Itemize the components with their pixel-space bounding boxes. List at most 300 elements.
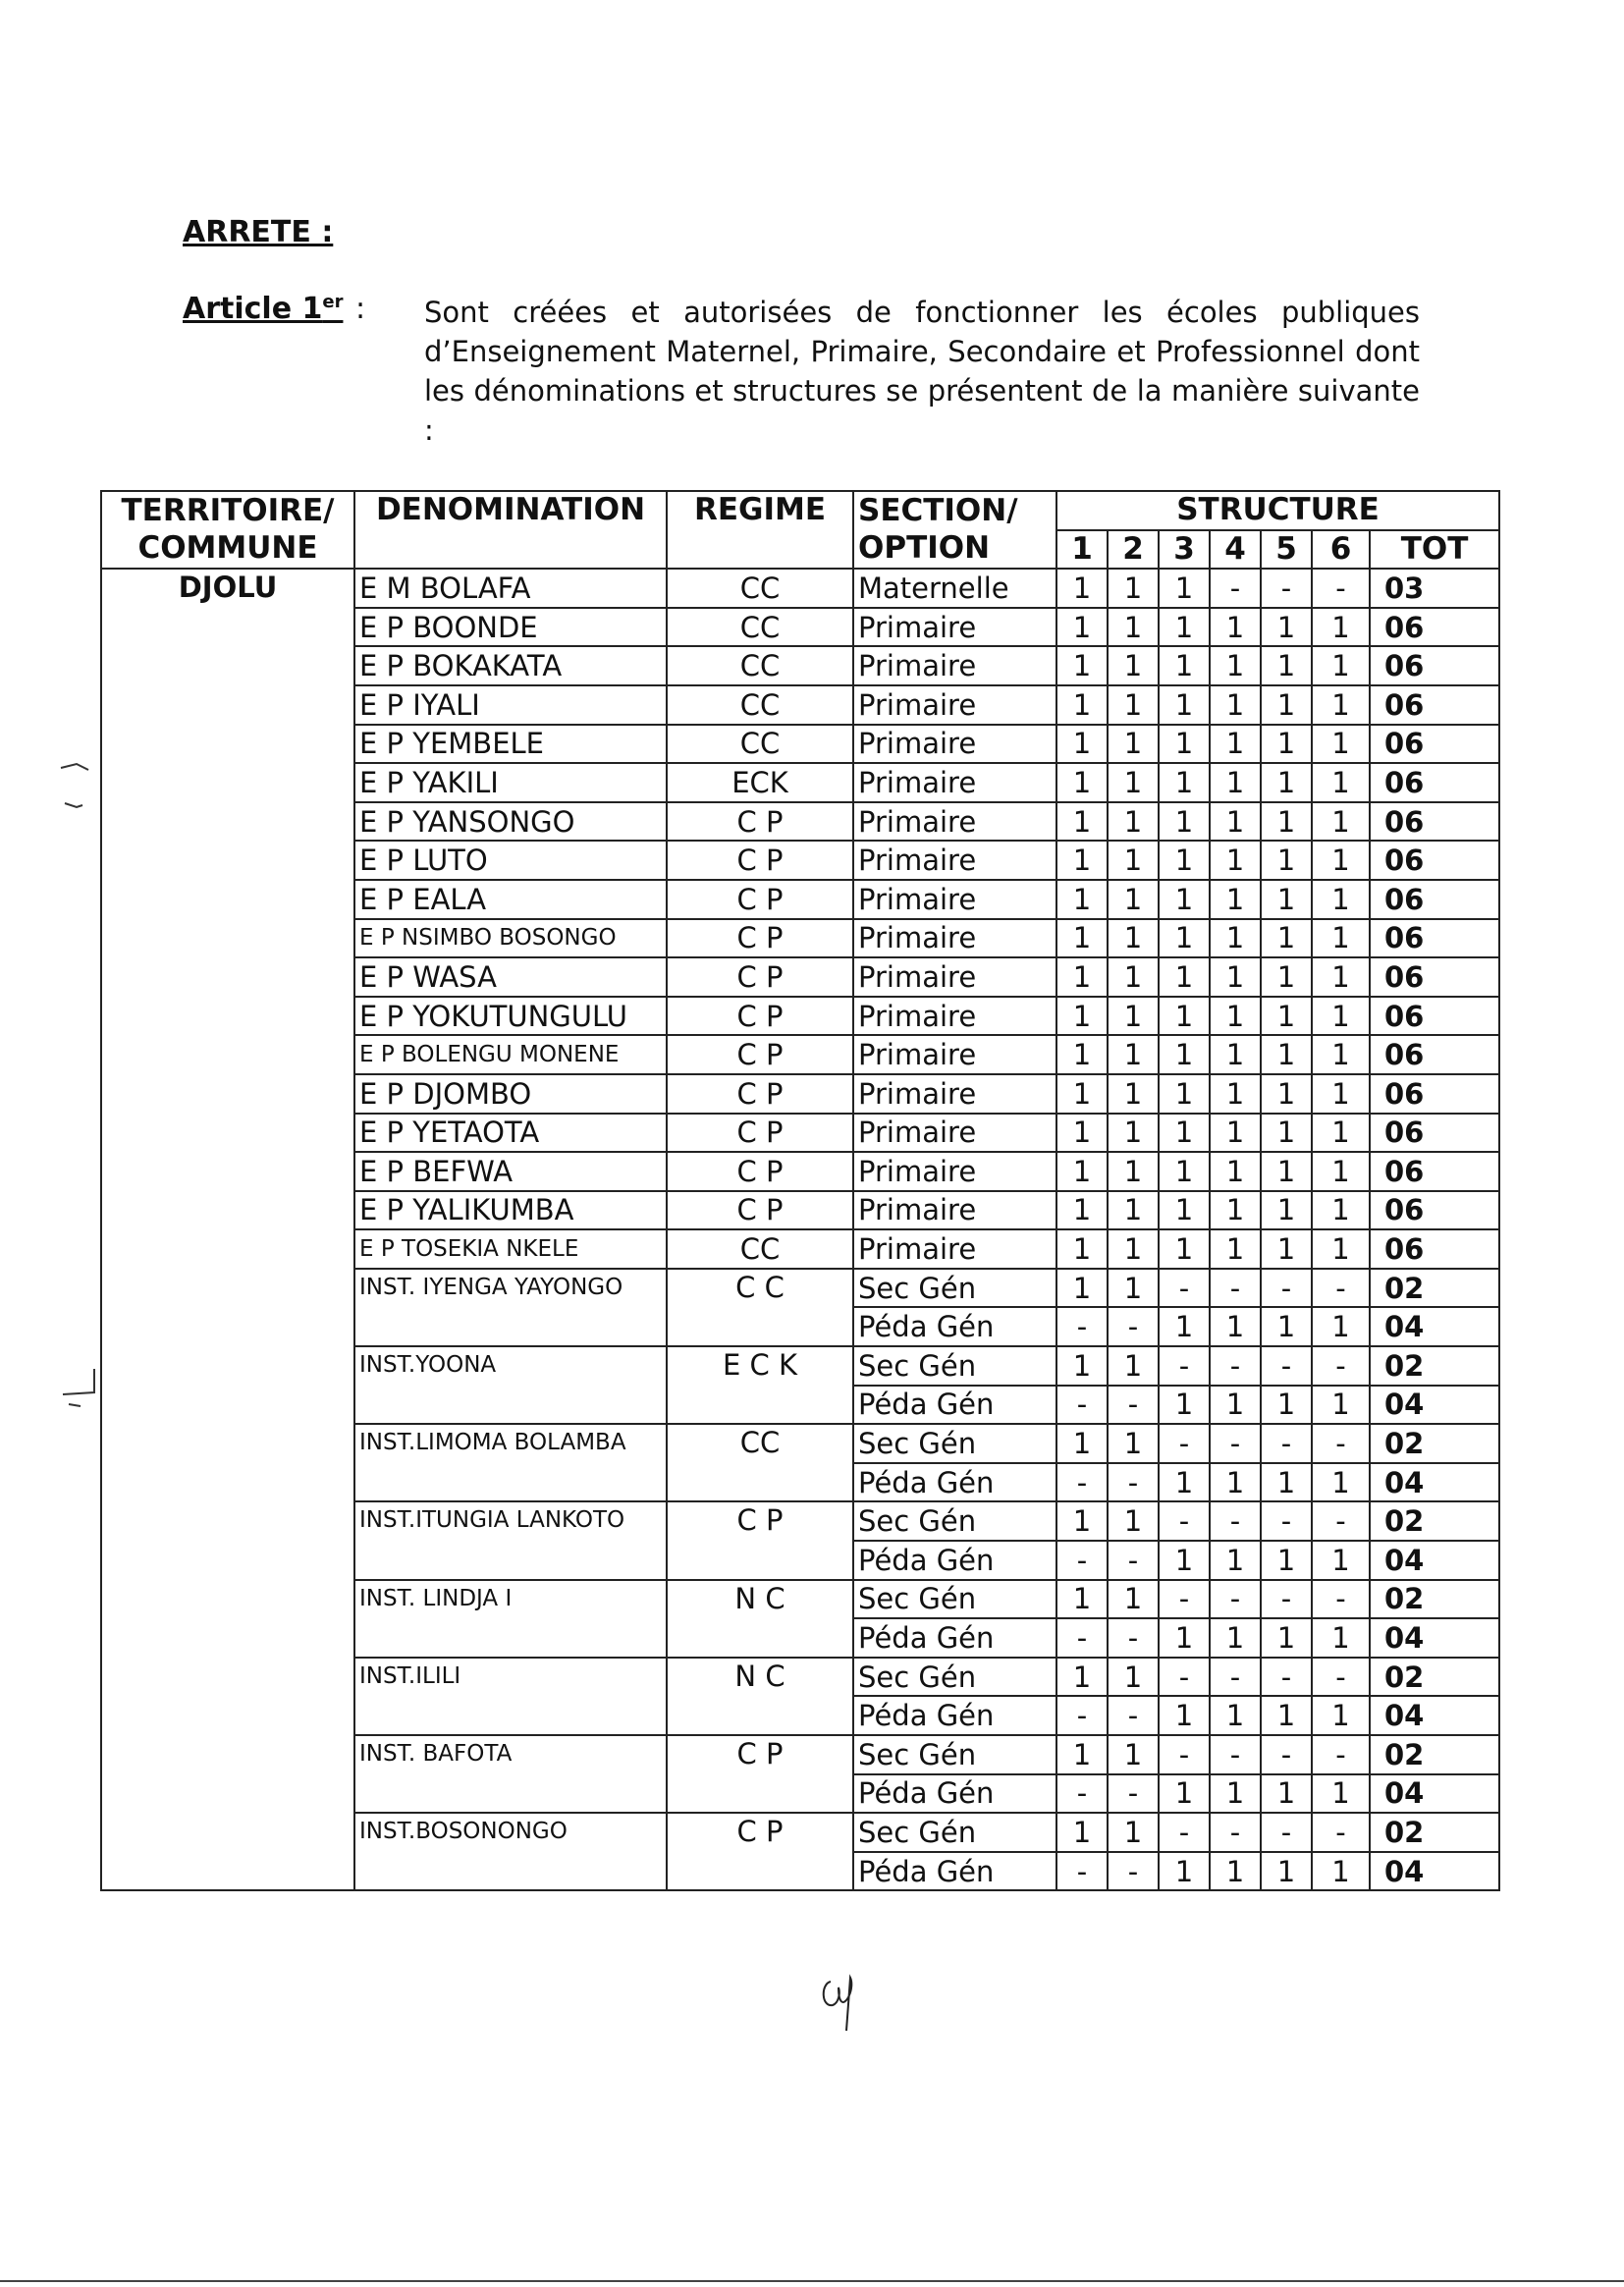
structure-cell-6: 1 bbox=[1312, 1191, 1370, 1230]
structure-cell-3: - bbox=[1159, 1501, 1210, 1541]
structure-cell-2: 1 bbox=[1108, 802, 1159, 842]
structure-cell-4: 1 bbox=[1210, 1463, 1261, 1502]
header-col-2: 2 bbox=[1108, 530, 1159, 570]
structure-cell-2: 1 bbox=[1108, 1501, 1159, 1541]
structure-cell-2: 1 bbox=[1108, 1152, 1159, 1191]
structure-cell-4: - bbox=[1210, 1813, 1261, 1852]
section-cell: Primaire bbox=[853, 763, 1056, 802]
structure-cell-5: 1 bbox=[1261, 957, 1312, 997]
structure-cell-5: 1 bbox=[1261, 1152, 1312, 1191]
structure-cell-3: - bbox=[1159, 1269, 1210, 1308]
structure-total: 06 bbox=[1370, 802, 1499, 842]
regime-cell: CC bbox=[667, 569, 853, 608]
section-cell: Péda Gén bbox=[853, 1307, 1056, 1346]
structure-cell-4: 1 bbox=[1210, 1852, 1261, 1891]
structure-cell-3: 1 bbox=[1159, 957, 1210, 997]
structure-cell-5: 1 bbox=[1261, 1852, 1312, 1891]
structure-cell-5: 1 bbox=[1261, 1035, 1312, 1074]
structure-total: 02 bbox=[1370, 1580, 1499, 1619]
structure-cell-6: - bbox=[1312, 1580, 1370, 1619]
section-cell: Sec Gén bbox=[853, 1501, 1056, 1541]
section-cell: Primaire bbox=[853, 841, 1056, 880]
regime-cell: C P bbox=[667, 880, 853, 919]
denomination-cell: E P YALIKUMBA bbox=[354, 1191, 667, 1230]
structure-cell-6: 1 bbox=[1312, 1541, 1370, 1580]
structure-cell-1: - bbox=[1056, 1307, 1108, 1346]
denomination-cell: E P BOLENGU MONENE bbox=[354, 1035, 667, 1074]
structure-total: 06 bbox=[1370, 919, 1499, 958]
structure-cell-2: - bbox=[1108, 1386, 1159, 1425]
structure-cell-5: 1 bbox=[1261, 1618, 1312, 1658]
regime-cell: C P bbox=[667, 1735, 853, 1813]
structure-cell-6: - bbox=[1312, 1813, 1370, 1852]
structure-cell-3: - bbox=[1159, 1735, 1210, 1774]
structure-cell-1: 1 bbox=[1056, 1501, 1108, 1541]
structure-cell-4: 1 bbox=[1210, 802, 1261, 842]
structure-cell-1: 1 bbox=[1056, 725, 1108, 764]
structure-cell-2: - bbox=[1108, 1774, 1159, 1814]
header-col-4: 4 bbox=[1210, 530, 1261, 570]
structure-cell-6: 1 bbox=[1312, 1152, 1370, 1191]
structure-cell-2: 1 bbox=[1108, 569, 1159, 608]
structure-cell-6: 1 bbox=[1312, 646, 1370, 685]
regime-cell: C P bbox=[667, 1114, 853, 1153]
section-cell: Péda Gén bbox=[853, 1696, 1056, 1735]
section-cell: Maternelle bbox=[853, 569, 1056, 608]
structure-cell-1: - bbox=[1056, 1696, 1108, 1735]
structure-cell-1: 1 bbox=[1056, 1229, 1108, 1269]
structure-cell-1: 1 bbox=[1056, 1152, 1108, 1191]
section-cell: Sec Gén bbox=[853, 1658, 1056, 1697]
structure-cell-6: 1 bbox=[1312, 725, 1370, 764]
structure-cell-3: 1 bbox=[1159, 919, 1210, 958]
structure-cell-5: 1 bbox=[1261, 1307, 1312, 1346]
section-cell: Sec Gén bbox=[853, 1735, 1056, 1774]
denomination-cell: E P BOONDE bbox=[354, 608, 667, 647]
structure-cell-1: 1 bbox=[1056, 608, 1108, 647]
structure-cell-2: 1 bbox=[1108, 685, 1159, 725]
structure-cell-3: - bbox=[1159, 1813, 1210, 1852]
structure-cell-5: 1 bbox=[1261, 1774, 1312, 1814]
structure-cell-6: 1 bbox=[1312, 1035, 1370, 1074]
structure-cell-2: 1 bbox=[1108, 1269, 1159, 1308]
section-cell: Primaire bbox=[853, 685, 1056, 725]
structure-cell-3: 1 bbox=[1159, 1229, 1210, 1269]
denomination-cell: E P WASA bbox=[354, 957, 667, 997]
structure-cell-2: 1 bbox=[1108, 608, 1159, 647]
structure-total: 02 bbox=[1370, 1813, 1499, 1852]
structure-cell-3: 1 bbox=[1159, 1035, 1210, 1074]
structure-cell-6: 1 bbox=[1312, 1618, 1370, 1658]
section-cell: Péda Gén bbox=[853, 1386, 1056, 1425]
structure-cell-2: 1 bbox=[1108, 1658, 1159, 1697]
header-col-1: 1 bbox=[1056, 530, 1108, 570]
structure-cell-1: - bbox=[1056, 1774, 1108, 1814]
structure-cell-1: 1 bbox=[1056, 569, 1108, 608]
structure-cell-5: 1 bbox=[1261, 841, 1312, 880]
section-cell: Sec Gén bbox=[853, 1346, 1056, 1386]
regime-cell: CC bbox=[667, 646, 853, 685]
structure-cell-3: 1 bbox=[1159, 841, 1210, 880]
structure-cell-4: - bbox=[1210, 569, 1261, 608]
structure-cell-3: 1 bbox=[1159, 1191, 1210, 1230]
section-cell: Primaire bbox=[853, 1229, 1056, 1269]
section-cell: Primaire bbox=[853, 1114, 1056, 1153]
header-territoire: TERRITOIRE/ COMMUNE bbox=[101, 491, 354, 569]
structure-cell-4: 1 bbox=[1210, 685, 1261, 725]
structure-cell-5: 1 bbox=[1261, 1463, 1312, 1502]
structure-cell-3: 1 bbox=[1159, 1774, 1210, 1814]
structure-cell-4: - bbox=[1210, 1501, 1261, 1541]
header-section-option: SECTION/ OPTION bbox=[853, 491, 1056, 569]
structure-cell-5: 1 bbox=[1261, 802, 1312, 842]
regime-cell: CC bbox=[667, 725, 853, 764]
structure-total: 04 bbox=[1370, 1618, 1499, 1658]
structure-cell-4: - bbox=[1210, 1424, 1261, 1463]
structure-cell-6: 1 bbox=[1312, 1386, 1370, 1425]
article-label bbox=[183, 292, 343, 326]
structure-cell-5: - bbox=[1261, 1346, 1312, 1386]
structure-cell-3: 1 bbox=[1159, 646, 1210, 685]
structure-cell-2: 1 bbox=[1108, 1035, 1159, 1074]
structure-cell-2: 1 bbox=[1108, 1424, 1159, 1463]
structure-cell-5: - bbox=[1261, 1501, 1312, 1541]
structure-cell-1: 1 bbox=[1056, 957, 1108, 997]
structure-cell-2: 1 bbox=[1108, 763, 1159, 802]
structure-cell-5: 1 bbox=[1261, 1696, 1312, 1735]
structure-cell-6: 1 bbox=[1312, 841, 1370, 880]
section-cell: Sec Gén bbox=[853, 1424, 1056, 1463]
structure-total: 04 bbox=[1370, 1852, 1499, 1891]
section-cell: Péda Gén bbox=[853, 1852, 1056, 1891]
structure-cell-3: 1 bbox=[1159, 1696, 1210, 1735]
structure-cell-2: 1 bbox=[1108, 1191, 1159, 1230]
structure-cell-4: 1 bbox=[1210, 1229, 1261, 1269]
structure-cell-6: - bbox=[1312, 569, 1370, 608]
structure-cell-2: - bbox=[1108, 1852, 1159, 1891]
structure-cell-3: 1 bbox=[1159, 997, 1210, 1036]
section-cell: Primaire bbox=[853, 919, 1056, 958]
structure-cell-2: 1 bbox=[1108, 1346, 1159, 1386]
regime-cell: N C bbox=[667, 1580, 853, 1658]
structure-cell-6: 1 bbox=[1312, 763, 1370, 802]
structure-cell-5: - bbox=[1261, 1735, 1312, 1774]
structure-cell-2: 1 bbox=[1108, 919, 1159, 958]
structure-cell-4: - bbox=[1210, 1346, 1261, 1386]
regime-cell: C P bbox=[667, 997, 853, 1036]
regime-cell: C P bbox=[667, 802, 853, 842]
structure-total: 06 bbox=[1370, 1191, 1499, 1230]
structure-cell-2: 1 bbox=[1108, 1735, 1159, 1774]
regime-cell: C P bbox=[667, 919, 853, 958]
denomination-cell: INST. BAFOTA bbox=[354, 1735, 667, 1813]
structure-cell-3: 1 bbox=[1159, 1852, 1210, 1891]
structure-total: 06 bbox=[1370, 880, 1499, 919]
structure-cell-5: 1 bbox=[1261, 646, 1312, 685]
structure-total: 06 bbox=[1370, 1074, 1499, 1114]
section-cell: Sec Gén bbox=[853, 1269, 1056, 1308]
structure-cell-6: 1 bbox=[1312, 1229, 1370, 1269]
structure-cell-4: 1 bbox=[1210, 1774, 1261, 1814]
structure-cell-6: - bbox=[1312, 1424, 1370, 1463]
structure-cell-6: - bbox=[1312, 1501, 1370, 1541]
structure-cell-3: 1 bbox=[1159, 569, 1210, 608]
structure-cell-1: 1 bbox=[1056, 1114, 1108, 1153]
structure-cell-4: 1 bbox=[1210, 841, 1261, 880]
bottom-rule bbox=[0, 2280, 1624, 2282]
denomination-cell: INST.ILILI bbox=[354, 1658, 667, 1735]
structure-cell-1: 1 bbox=[1056, 1424, 1108, 1463]
structure-total: 06 bbox=[1370, 685, 1499, 725]
structure-total: 02 bbox=[1370, 1346, 1499, 1386]
structure-cell-4: 1 bbox=[1210, 1541, 1261, 1580]
structure-cell-4: 1 bbox=[1210, 1618, 1261, 1658]
structure-cell-6: 1 bbox=[1312, 1074, 1370, 1114]
structure-cell-2: 1 bbox=[1108, 1114, 1159, 1153]
structure-cell-3: 1 bbox=[1159, 1152, 1210, 1191]
header-col-6: 6 bbox=[1312, 530, 1370, 570]
structure-cell-3: - bbox=[1159, 1346, 1210, 1386]
structure-cell-5: 1 bbox=[1261, 1074, 1312, 1114]
structure-total: 06 bbox=[1370, 763, 1499, 802]
denomination-cell: E P IYALI bbox=[354, 685, 667, 725]
table-body bbox=[101, 569, 1499, 1890]
structure-cell-2: - bbox=[1108, 1541, 1159, 1580]
section-cell: Primaire bbox=[853, 880, 1056, 919]
structure-total: 06 bbox=[1370, 1152, 1499, 1191]
regime-cell: C C bbox=[667, 1269, 853, 1346]
header-structure: STRUCTURE bbox=[1056, 491, 1499, 530]
structure-cell-4: 1 bbox=[1210, 1035, 1261, 1074]
section-cell: Sec Gén bbox=[853, 1580, 1056, 1619]
structure-cell-2: 1 bbox=[1108, 1813, 1159, 1852]
signature-mark bbox=[817, 1968, 866, 2037]
structure-cell-6: 1 bbox=[1312, 1463, 1370, 1502]
structure-cell-4: 1 bbox=[1210, 880, 1261, 919]
structure-cell-2: - bbox=[1108, 1463, 1159, 1502]
header-col-3: 3 bbox=[1159, 530, 1210, 570]
structure-cell-4: 1 bbox=[1210, 646, 1261, 685]
denomination-cell: E M BOLAFA bbox=[354, 569, 667, 608]
denomination-cell: INST.ITUNGIA LANKOTO bbox=[354, 1501, 667, 1579]
structure-cell-6: 1 bbox=[1312, 802, 1370, 842]
structure-cell-4: - bbox=[1210, 1580, 1261, 1619]
structure-cell-6: - bbox=[1312, 1658, 1370, 1697]
regime-cell: C P bbox=[667, 957, 853, 997]
structure-cell-3: 1 bbox=[1159, 1541, 1210, 1580]
structure-cell-6: 1 bbox=[1312, 1696, 1370, 1735]
structure-cell-6: 1 bbox=[1312, 880, 1370, 919]
section-cell: Sec Gén bbox=[853, 1813, 1056, 1852]
denomination-cell: E P NSIMBO BOSONGO bbox=[354, 919, 667, 958]
structure-total: 06 bbox=[1370, 841, 1499, 880]
structure-cell-4: 1 bbox=[1210, 1307, 1261, 1346]
structure-cell-6: 1 bbox=[1312, 957, 1370, 997]
denomination-cell: INST.YOONA bbox=[354, 1346, 667, 1424]
structure-total: 06 bbox=[1370, 997, 1499, 1036]
structure-total: 04 bbox=[1370, 1696, 1499, 1735]
structure-cell-4: - bbox=[1210, 1269, 1261, 1308]
structure-cell-2: 1 bbox=[1108, 841, 1159, 880]
structure-cell-1: 1 bbox=[1056, 841, 1108, 880]
structure-cell-4: 1 bbox=[1210, 1152, 1261, 1191]
section-cell: Primaire bbox=[853, 1074, 1056, 1114]
structure-total: 02 bbox=[1370, 1501, 1499, 1541]
structure-cell-3: 1 bbox=[1159, 1074, 1210, 1114]
structure-cell-1: - bbox=[1056, 1618, 1108, 1658]
structure-cell-4: - bbox=[1210, 1658, 1261, 1697]
regime-cell: ECK bbox=[667, 763, 853, 802]
structure-cell-5: - bbox=[1261, 1813, 1312, 1852]
structure-total: 02 bbox=[1370, 1269, 1499, 1308]
section-cell: Primaire bbox=[853, 802, 1056, 842]
structure-cell-3: - bbox=[1159, 1658, 1210, 1697]
structure-cell-2: 1 bbox=[1108, 880, 1159, 919]
header-col-tot: TOT bbox=[1370, 530, 1499, 570]
structure-cell-2: - bbox=[1108, 1618, 1159, 1658]
structure-cell-3: 1 bbox=[1159, 725, 1210, 764]
structure-cell-1: 1 bbox=[1056, 802, 1108, 842]
structure-total: 06 bbox=[1370, 725, 1499, 764]
structure-cell-6: 1 bbox=[1312, 608, 1370, 647]
structure-cell-1: - bbox=[1056, 1852, 1108, 1891]
structure-cell-4: 1 bbox=[1210, 608, 1261, 647]
regime-cell: C P bbox=[667, 841, 853, 880]
structure-total: 06 bbox=[1370, 1035, 1499, 1074]
structure-cell-5: 1 bbox=[1261, 763, 1312, 802]
structure-cell-3: 1 bbox=[1159, 1114, 1210, 1153]
table-row bbox=[101, 569, 1499, 608]
denomination-cell: INST.BOSONONGO bbox=[354, 1813, 667, 1890]
structure-cell-1: - bbox=[1056, 1463, 1108, 1502]
structure-cell-6: - bbox=[1312, 1346, 1370, 1386]
structure-cell-6: 1 bbox=[1312, 1307, 1370, 1346]
structure-cell-5: 1 bbox=[1261, 1229, 1312, 1269]
denomination-cell: INST. LINDJA I bbox=[354, 1580, 667, 1658]
structure-cell-6: 1 bbox=[1312, 1114, 1370, 1153]
structure-cell-5: 1 bbox=[1261, 997, 1312, 1036]
structure-cell-5: 1 bbox=[1261, 880, 1312, 919]
header-regime: REGIME bbox=[667, 491, 853, 569]
structure-cell-5: 1 bbox=[1261, 1191, 1312, 1230]
structure-cell-3: 1 bbox=[1159, 1307, 1210, 1346]
section-cell: Primaire bbox=[853, 725, 1056, 764]
structure-cell-4: 1 bbox=[1210, 997, 1261, 1036]
denomination-cell: E P TOSEKIA NKELE bbox=[354, 1229, 667, 1269]
structure-total: 06 bbox=[1370, 1229, 1499, 1269]
structure-total: 02 bbox=[1370, 1735, 1499, 1774]
structure-cell-5: 1 bbox=[1261, 608, 1312, 647]
structure-total: 03 bbox=[1370, 569, 1499, 608]
denomination-cell: E P DJOMBO bbox=[354, 1074, 667, 1114]
structure-total: 06 bbox=[1370, 1114, 1499, 1153]
structure-cell-1: 1 bbox=[1056, 763, 1108, 802]
structure-total: 04 bbox=[1370, 1307, 1499, 1346]
table-header-row-1 bbox=[101, 491, 1499, 530]
denomination-cell: E P YETAOTA bbox=[354, 1114, 667, 1153]
structure-cell-6: 1 bbox=[1312, 685, 1370, 725]
structure-cell-3: 1 bbox=[1159, 1618, 1210, 1658]
margin-mark-top bbox=[59, 756, 98, 825]
denomination-cell: E P YOKUTUNGULU bbox=[354, 997, 667, 1036]
structure-cell-1: - bbox=[1056, 1541, 1108, 1580]
regime-cell: C P bbox=[667, 1152, 853, 1191]
structure-cell-1: 1 bbox=[1056, 997, 1108, 1036]
structure-cell-2: 1 bbox=[1108, 1229, 1159, 1269]
structure-cell-1: 1 bbox=[1056, 1658, 1108, 1697]
structure-cell-1: 1 bbox=[1056, 1346, 1108, 1386]
structure-cell-4: - bbox=[1210, 1735, 1261, 1774]
structure-cell-4: 1 bbox=[1210, 1074, 1261, 1114]
section-cell: Péda Gén bbox=[853, 1541, 1056, 1580]
structure-cell-4: 1 bbox=[1210, 1386, 1261, 1425]
section-cell: Primaire bbox=[853, 957, 1056, 997]
structure-cell-5: 1 bbox=[1261, 919, 1312, 958]
regime-cell: C P bbox=[667, 1501, 853, 1579]
header-col-5: 5 bbox=[1261, 530, 1312, 570]
structure-total: 02 bbox=[1370, 1658, 1499, 1697]
structure-cell-4: 1 bbox=[1210, 1696, 1261, 1735]
structure-cell-3: 1 bbox=[1159, 763, 1210, 802]
structure-total: 06 bbox=[1370, 646, 1499, 685]
structure-cell-3: 1 bbox=[1159, 880, 1210, 919]
structure-total: 04 bbox=[1370, 1774, 1499, 1814]
structure-cell-1: 1 bbox=[1056, 646, 1108, 685]
structure-cell-1: 1 bbox=[1056, 1074, 1108, 1114]
article-label-text: Article 1 bbox=[183, 292, 323, 326]
regime-cell: CC bbox=[667, 1424, 853, 1501]
structure-total: 04 bbox=[1370, 1463, 1499, 1502]
regime-cell: N C bbox=[667, 1658, 853, 1735]
structure-cell-4: 1 bbox=[1210, 763, 1261, 802]
denomination-cell: E P LUTO bbox=[354, 841, 667, 880]
denomination-cell: E P YANSONGO bbox=[354, 802, 667, 842]
structure-cell-6: 1 bbox=[1312, 997, 1370, 1036]
structure-cell-4: 1 bbox=[1210, 725, 1261, 764]
denomination-cell: E P EALA bbox=[354, 880, 667, 919]
heading-arrete: ARRETE : bbox=[183, 215, 334, 249]
section-cell: Primaire bbox=[853, 1152, 1056, 1191]
structure-cell-1: 1 bbox=[1056, 685, 1108, 725]
structure-cell-3: 1 bbox=[1159, 685, 1210, 725]
structure-cell-3: - bbox=[1159, 1424, 1210, 1463]
article-text: Sont créées et autorisées de fonctionner les écoles publiques d’Enseignement Maternel, Primaire, Secondaire et Professionnel dont les dénominations et structures se présentent de la manière suivante : bbox=[424, 296, 1420, 447]
header-denomination: DENOMINATION bbox=[354, 491, 667, 569]
structure-cell-1: 1 bbox=[1056, 880, 1108, 919]
structure-cell-6: - bbox=[1312, 1735, 1370, 1774]
regime-cell: C P bbox=[667, 1074, 853, 1114]
structure-cell-2: 1 bbox=[1108, 1580, 1159, 1619]
structure-cell-6: - bbox=[1312, 1269, 1370, 1308]
structure-cell-2: 1 bbox=[1108, 1074, 1159, 1114]
denomination-cell: INST. IYENGA YAYONGO bbox=[354, 1269, 667, 1346]
structure-cell-5: - bbox=[1261, 1580, 1312, 1619]
structure-cell-5: 1 bbox=[1261, 1114, 1312, 1153]
margin-mark-bottom bbox=[61, 1365, 100, 1414]
structure-cell-1: 1 bbox=[1056, 1580, 1108, 1619]
structure-cell-1: 1 bbox=[1056, 1035, 1108, 1074]
structure-cell-6: 1 bbox=[1312, 919, 1370, 958]
structure-cell-5: 1 bbox=[1261, 685, 1312, 725]
structure-cell-3: 1 bbox=[1159, 1463, 1210, 1502]
section-cell: Primaire bbox=[853, 608, 1056, 647]
structure-cell-5: 1 bbox=[1261, 1386, 1312, 1425]
denomination-cell: E P YEMBELE bbox=[354, 725, 667, 764]
structure-cell-5: - bbox=[1261, 1658, 1312, 1697]
structure-cell-5: - bbox=[1261, 569, 1312, 608]
structure-cell-1: 1 bbox=[1056, 1191, 1108, 1230]
structure-cell-3: - bbox=[1159, 1580, 1210, 1619]
